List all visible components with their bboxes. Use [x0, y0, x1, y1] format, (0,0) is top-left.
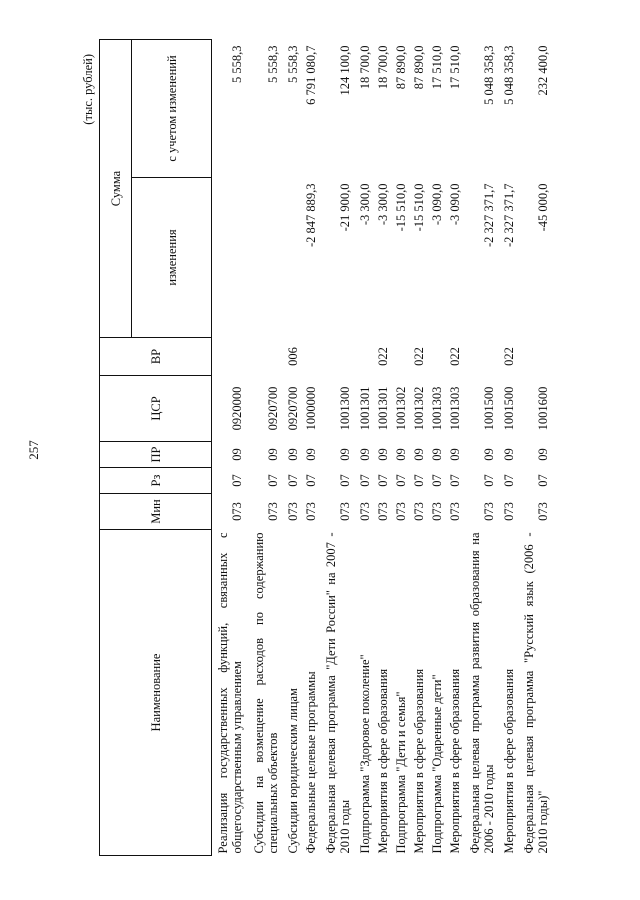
row-csr: 1001301 — [358, 386, 372, 431]
row-csr: 1001301 — [376, 386, 390, 431]
row-pr: 09 — [502, 448, 516, 461]
row-vr: 022 — [448, 347, 462, 366]
header-sum: Сумма — [100, 40, 132, 338]
row-vr — [302, 338, 320, 376]
header-rz: Рз — [100, 468, 212, 494]
row-vr: 022 — [376, 347, 390, 366]
row-min: 073 — [448, 502, 462, 521]
row-vr — [464, 338, 500, 376]
row-total: 5 048 358,3 — [502, 45, 516, 105]
header-vr: ВР — [100, 338, 212, 376]
row-change: -45 000,0 — [536, 183, 550, 232]
row-total: 18 700,0 — [358, 45, 372, 90]
row-min: 073 — [482, 502, 496, 521]
header-min: Мин — [100, 494, 212, 530]
row-total: 6 791 080,7 — [304, 45, 318, 105]
row-vr — [356, 338, 374, 376]
row-pr: 09 — [536, 448, 550, 461]
row-rz: 07 — [394, 474, 408, 487]
row-rz: 07 — [338, 474, 352, 487]
row-total: 5 558,3 — [230, 45, 244, 83]
row-min: 073 — [266, 502, 280, 521]
row-rz: 07 — [358, 474, 372, 487]
row-rz: 07 — [482, 474, 496, 487]
row-total: 87 890,0 — [412, 45, 426, 90]
row-csr: 1001300 — [338, 386, 352, 431]
row-name: Подпрограмма "Одаренные дети" — [430, 674, 444, 854]
table-row — [284, 40, 302, 856]
page-number: 257 — [26, 440, 41, 460]
row-total: 87 890,0 — [394, 45, 408, 90]
table-row — [446, 40, 464, 856]
row-pr: 09 — [230, 448, 244, 461]
table-body — [212, 40, 555, 856]
row-csr: 1001302 — [394, 386, 408, 431]
row-pr: 09 — [266, 448, 280, 461]
row-change: -3 300,0 — [358, 183, 372, 226]
row-min: 073 — [430, 502, 444, 521]
row-min: 073 — [304, 502, 318, 521]
row-rz: 07 — [412, 474, 426, 487]
row-vr: 006 — [286, 347, 300, 366]
row-min: 073 — [502, 502, 516, 521]
row-pr: 09 — [482, 448, 496, 461]
units-label: (тыс. рублей) — [81, 54, 95, 125]
table-row — [320, 40, 356, 856]
row-change: -3 090,0 — [430, 183, 444, 226]
row-min: 073 — [412, 502, 426, 521]
row-total: 232 400,0 — [536, 45, 550, 96]
table-row — [428, 40, 446, 856]
row-min: 073 — [286, 502, 300, 521]
row-name: Субсидии на возмещение расходов по содержанию специальных объектов — [252, 532, 280, 854]
row-name: Федеральная целевая программа "Дети России" на 2007 - 2010 годы — [324, 532, 352, 854]
row-csr: 0920700 — [286, 386, 300, 431]
row-change — [284, 178, 302, 338]
row-min: 073 — [376, 502, 390, 521]
row-total: 124 100,0 — [338, 45, 352, 96]
row-pr: 09 — [430, 448, 444, 461]
row-rz: 07 — [430, 474, 444, 487]
table-row — [302, 40, 320, 856]
row-vr — [212, 338, 249, 376]
row-rz: 07 — [536, 474, 550, 487]
row-name: Мероприятия в сфере образования — [376, 668, 390, 854]
row-pr: 09 — [394, 448, 408, 461]
row-change — [212, 178, 249, 338]
rotated-budget-sheet — [79, 40, 623, 856]
row-rz: 07 — [376, 474, 390, 487]
row-pr: 09 — [338, 448, 352, 461]
row-csr: 1001303 — [430, 386, 444, 431]
table-row — [500, 40, 518, 856]
row-total: 5 048 358,3 — [482, 45, 496, 105]
row-change: -15 510,0 — [394, 183, 408, 232]
row-total: 17 510,0 — [430, 45, 444, 90]
row-min: 073 — [394, 502, 408, 521]
row-change: -2 327 371,7 — [502, 183, 516, 248]
row-total: 5 558,3 — [286, 45, 300, 83]
row-vr — [248, 338, 284, 376]
row-rz: 07 — [286, 474, 300, 487]
table-row — [212, 40, 249, 856]
header-csr: ЦСР — [100, 376, 212, 442]
row-min: 073 — [536, 502, 550, 521]
row-min: 073 — [358, 502, 372, 521]
row-name: Федеральная целевая программа развития образования на 2006 - 2010 годы — [468, 532, 496, 854]
row-min: 073 — [230, 502, 244, 521]
row-name: Подпрограмма "Дети и семья" — [394, 691, 408, 854]
row-csr: 1001500 — [502, 386, 516, 431]
row-total: 18 700,0 — [376, 45, 390, 90]
row-csr: 1000000 — [304, 386, 318, 431]
row-change: -15 510,0 — [412, 183, 426, 232]
row-name: Федеральная целевая программа "Русский язык (2006 - 2010 годы)" — [522, 532, 550, 854]
row-pr: 09 — [448, 448, 462, 461]
header-with-changes: с учетом изменений — [132, 40, 212, 178]
table-row — [392, 40, 410, 856]
row-csr: 0920700 — [266, 386, 280, 431]
row-rz: 07 — [230, 474, 244, 487]
row-vr — [392, 338, 410, 376]
header-changes: изменения — [132, 178, 212, 338]
header-pr: ПР — [100, 442, 212, 468]
row-change: -3 090,0 — [448, 183, 462, 226]
row-change: -2 327 371,7 — [482, 183, 496, 248]
row-vr — [518, 338, 554, 376]
row-vr — [320, 338, 356, 376]
row-name: Федеральные целевые программы — [304, 671, 318, 854]
row-pr: 09 — [358, 448, 372, 461]
row-pr: 09 — [376, 448, 390, 461]
row-vr: 022 — [502, 347, 516, 366]
row-csr: 1001500 — [482, 386, 496, 431]
row-rz: 07 — [448, 474, 462, 487]
row-name: Подпрограмма "Здоровое поколение" — [358, 654, 372, 854]
row-change: -21 900,0 — [338, 183, 352, 232]
row-csr: 0920000 — [230, 386, 244, 431]
table-row — [356, 40, 374, 856]
row-total: 17 510,0 — [448, 45, 462, 90]
row-name: Субсидии юридическим лицам — [286, 688, 300, 854]
row-min: 073 — [338, 502, 352, 521]
table-row — [464, 40, 500, 856]
row-change: -3 300,0 — [376, 183, 390, 226]
table-row — [374, 40, 392, 856]
row-name: Мероприятия в сфере образования — [448, 668, 462, 854]
row-pr: 09 — [286, 448, 300, 461]
row-csr: 1001600 — [536, 386, 550, 431]
row-name: Реализация государственных функций, связанных с общегосударственным управлением — [216, 532, 244, 854]
row-pr: 09 — [412, 448, 426, 461]
header-name: Наименование — [100, 530, 212, 856]
row-csr: 1001303 — [448, 386, 462, 431]
row-change — [248, 178, 284, 338]
row-vr: 022 — [412, 347, 426, 366]
table-row — [248, 40, 284, 856]
row-csr: 1001302 — [412, 386, 426, 431]
budget-table — [99, 39, 554, 856]
row-total: 5 558,3 — [266, 45, 280, 83]
row-vr — [428, 338, 446, 376]
row-name: Мероприятия в сфере образования — [502, 668, 516, 854]
row-name: Мероприятия в сфере образования — [412, 668, 426, 854]
row-rz: 07 — [502, 474, 516, 487]
table-row — [410, 40, 428, 856]
row-rz: 07 — [266, 474, 280, 487]
row-pr: 09 — [304, 448, 318, 461]
table-row — [518, 40, 554, 856]
row-change: -2 847 889,3 — [304, 183, 318, 248]
row-rz: 07 — [304, 474, 318, 487]
